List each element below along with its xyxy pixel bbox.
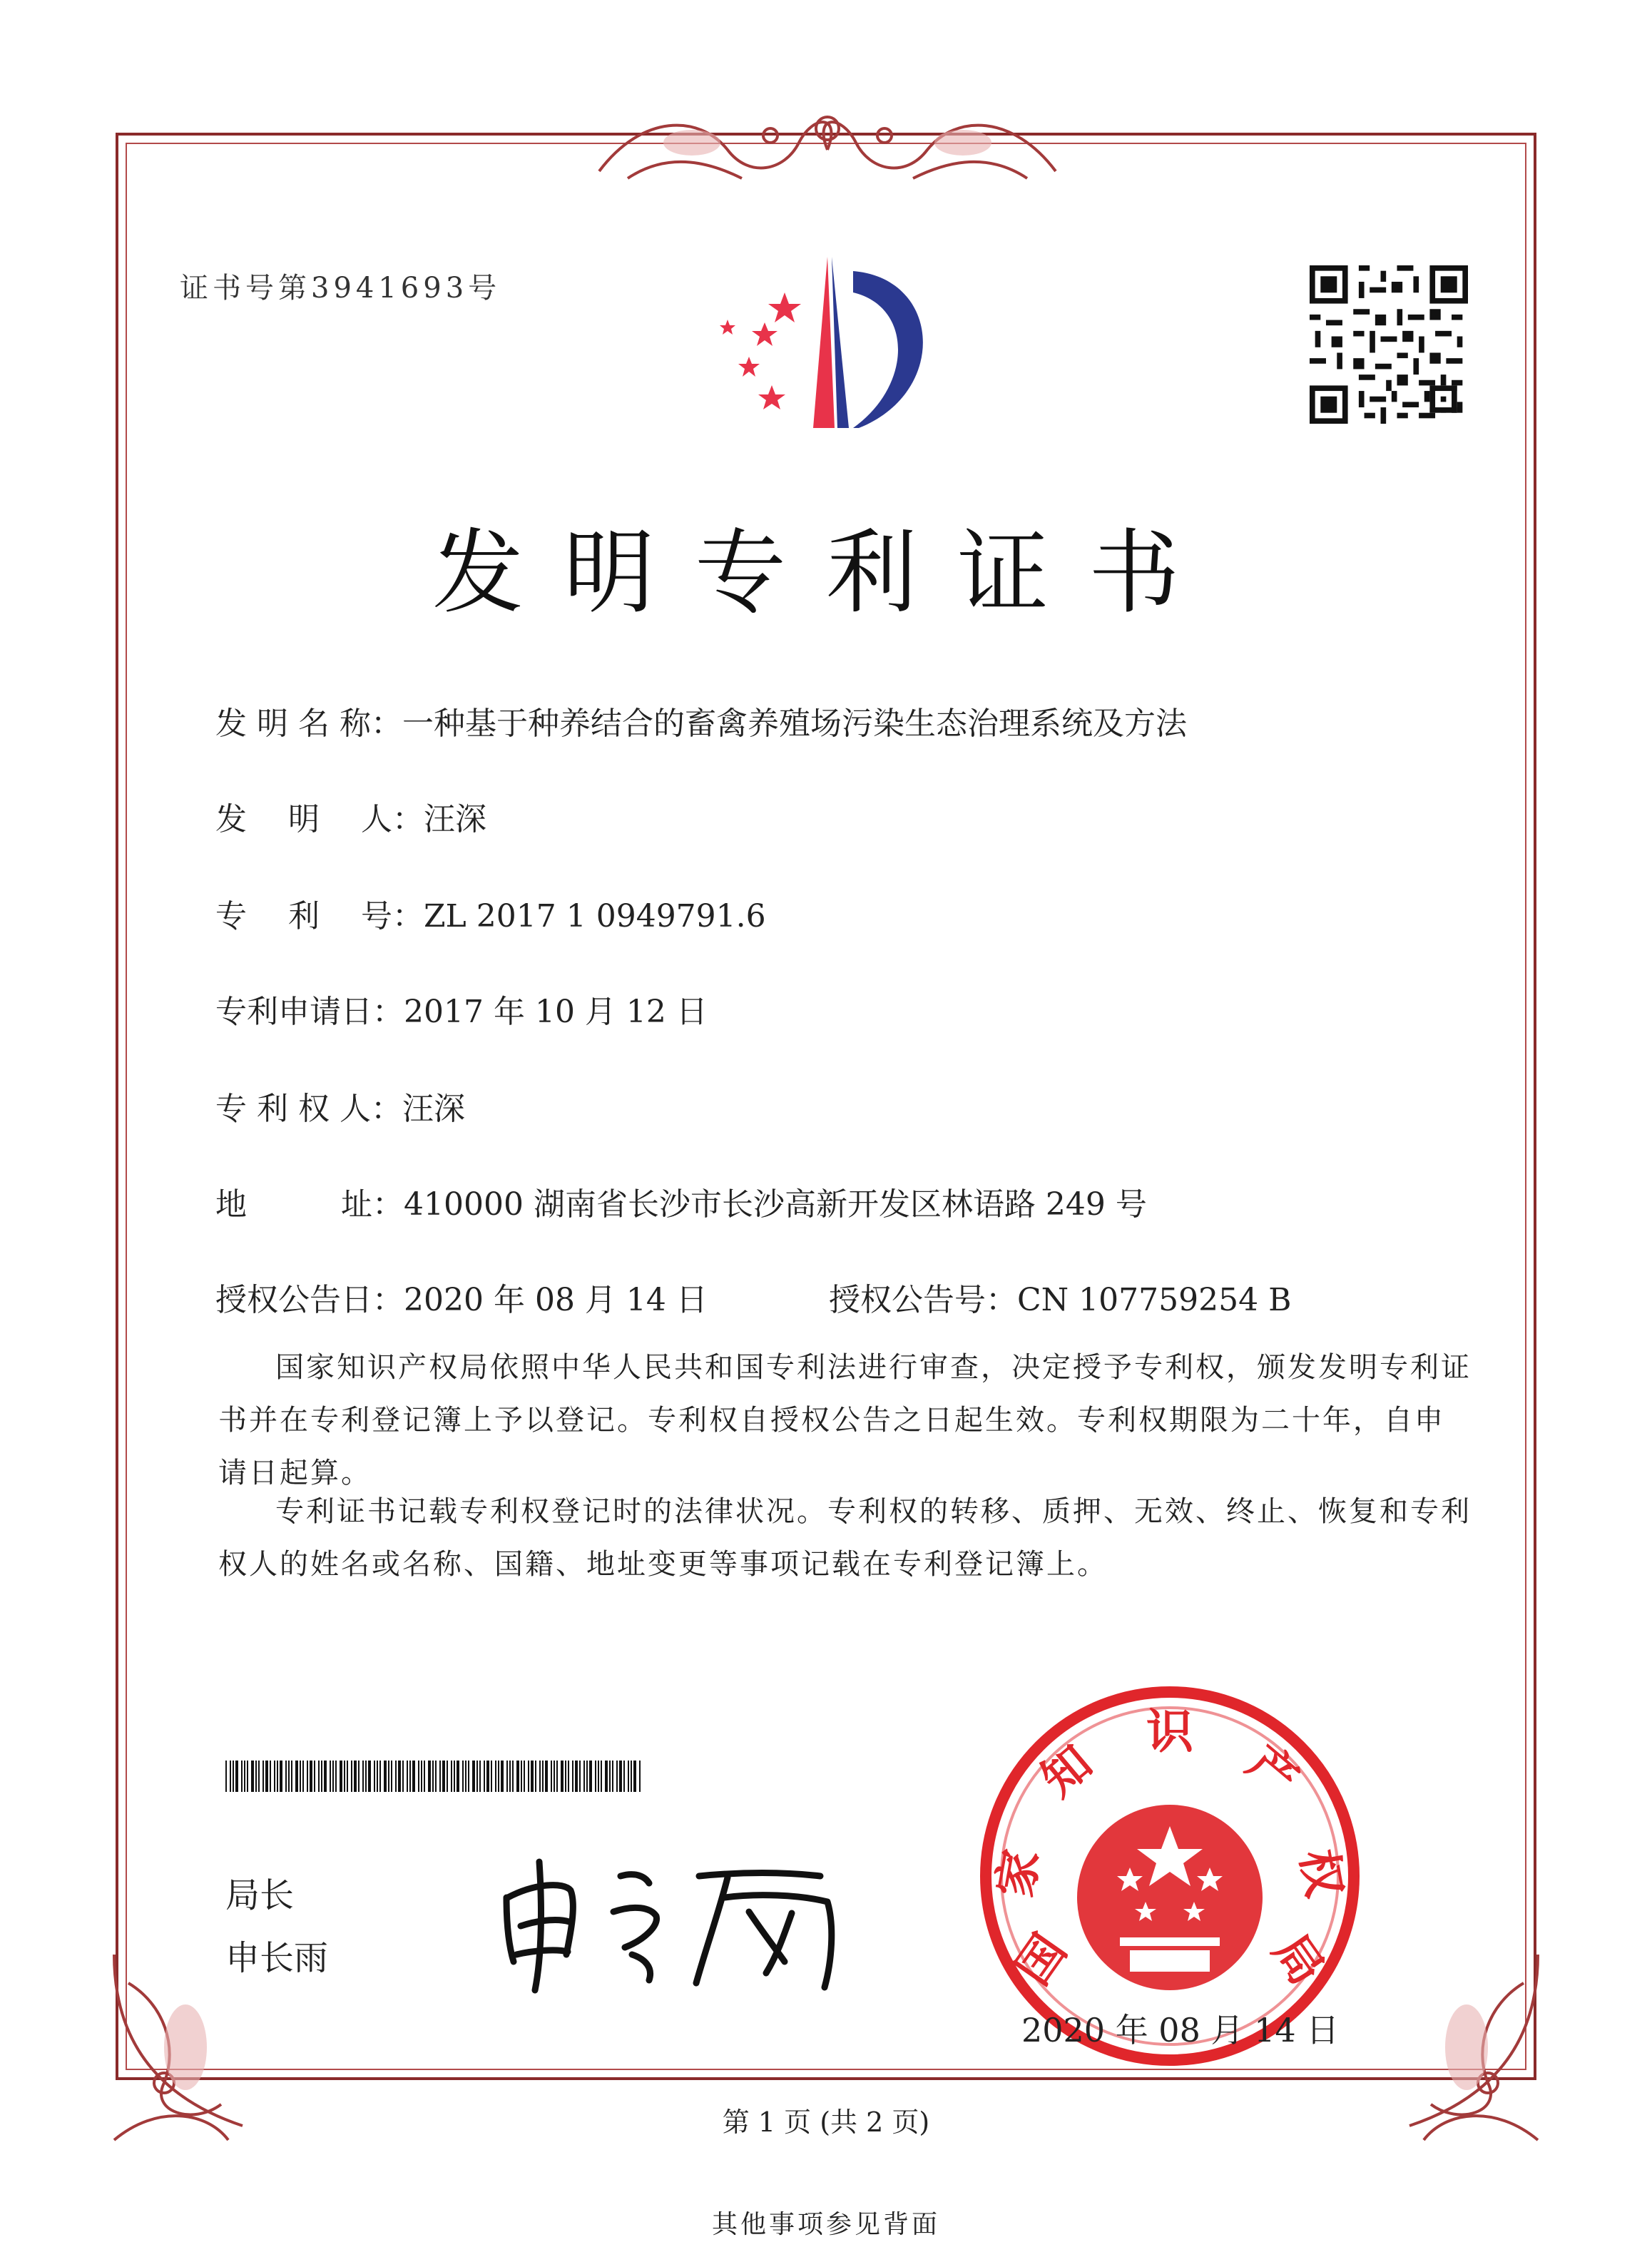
field-label: 授权公告日： [215, 1282, 404, 1318]
svg-text:局: 局 [1262, 1924, 1335, 1995]
field-value: ZL 2017 1 0949791.6 [423, 898, 766, 934]
svg-text:识: 识 [1146, 1704, 1193, 1759]
barcode-icon [225, 1761, 643, 1792]
field-value: 汪深 [423, 801, 486, 837]
page-number: 第 1 页 (共 2 页) [722, 2106, 930, 2138]
field-label: 专 利 权 人： [215, 1091, 402, 1127]
certificate-number-label: 证书号第 [180, 272, 311, 305]
svg-text:知: 知 [1031, 1735, 1103, 1808]
field-inventor [215, 793, 486, 839]
seal-date: 2020 年 08 月 14 日 [1021, 2011, 1340, 2049]
field-value: 汪深 [402, 1091, 465, 1127]
certificate-number-suffix: 号 [468, 272, 501, 305]
field-value: 一种基于种养结合的畜禽养殖场污染生态治理系统及方法 [402, 705, 1187, 742]
svg-text:权: 权 [1290, 1845, 1352, 1902]
field-label: 专 利 号： [215, 898, 424, 934]
back-note: 其他事项参见背面 [711, 2210, 940, 2239]
certificate-number [180, 265, 501, 306]
field-filing-date [215, 986, 708, 1031]
field-value: CN 107759254 B [1017, 1282, 1292, 1318]
cnipa-emblem-icon [706, 250, 963, 442]
field-label: 专利申请日： [215, 994, 404, 1030]
field-value: 410000 湖南省长沙市长沙高新开发区林语路 249 号 [404, 1186, 1147, 1223]
field-patentee [215, 1083, 465, 1128]
field-grant-date [215, 1274, 708, 1320]
field-label: 授权公告号： [829, 1282, 1017, 1318]
certificate-title: 发明专利证书 [432, 520, 1220, 626]
field-address [215, 1178, 1147, 1224]
svg-text:家: 家 [987, 1845, 1050, 1902]
field-invention-name [215, 698, 1187, 743]
svg-text:国: 国 [1005, 1924, 1078, 1995]
director-title: 局长 [225, 1875, 295, 1915]
field-patent-no [215, 890, 766, 936]
svg-text:产: 产 [1237, 1735, 1309, 1808]
qr-code-icon [1310, 265, 1468, 424]
legal-paragraph-1: 国家知识产权局依照中华人民共和国专利法进行审查，决定授予专利权，颁发发明专利证书并在专利登记簿上予以登记。专利权自授权公告之日起生效。专利权期限为二十年，自申请日起算。 [218, 1351, 1472, 1489]
director-signature [492, 1848, 849, 1997]
legal-paragraph-2: 专利证书记载专利权登记时的法律状况。专利权的转移、质押、无效、终止、恢复和专利权人的姓名或名称、国籍、地址变更等事项记载在专利登记簿上。 [218, 1495, 1472, 1581]
top-ornament [585, 100, 1070, 193]
field-value: 2017 年 10 月 12 日 [404, 994, 708, 1030]
field-label: 地 址： [215, 1186, 404, 1223]
director-name: 申长雨 [225, 1938, 329, 1978]
field-label: 发 明 人： [215, 801, 424, 837]
field-grant-no [829, 1274, 1291, 1320]
field-value: 2020 年 08 月 14 日 [404, 1282, 708, 1318]
field-label: 发 明 名 称： [215, 705, 402, 742]
certificate-number-value: 3941693 [311, 272, 469, 305]
